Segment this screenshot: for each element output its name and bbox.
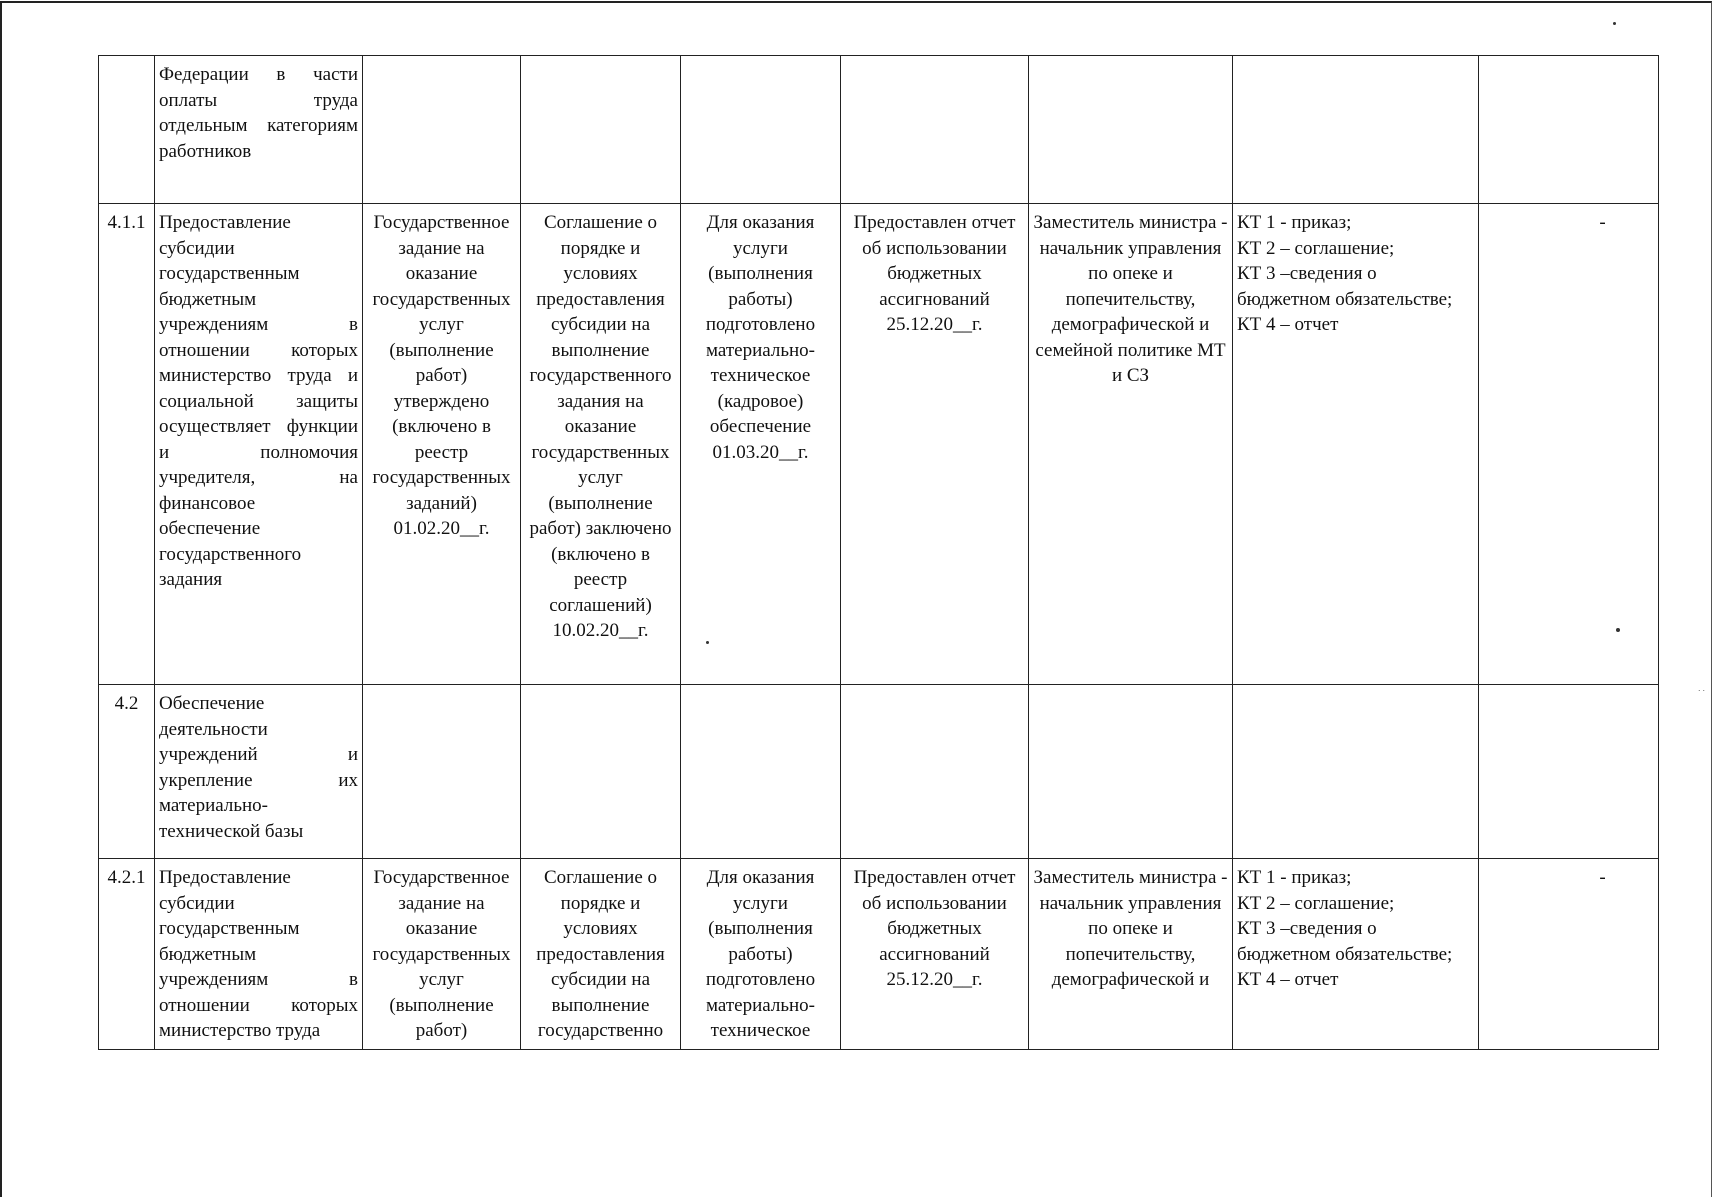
event-name: Предоставление субсидии государственным бюджетным учреждениям в отношении которых министерство труда и социальной защиты осуществляет функции и полномочия учредителя, на финансовое обеспечение государственного задания: [155, 204, 363, 685]
notes-cell: [1479, 859, 1659, 1050]
control-point-4: Предоставлен отчет об использовании бюджетных ассигнований 25.12.20__г.: [841, 204, 1029, 685]
responsible-person: [1029, 685, 1233, 859]
event-name: Федерации в части оплаты труда отдельным категориям работников: [155, 56, 363, 204]
table-row: [99, 859, 1659, 1050]
table-row: [99, 685, 1659, 859]
control-point-2: Соглашение о порядке и условиях предоставления субсидии на выполнение государственного задания на оказание государственных услуг (выполнение работ) заключено (включено в реестр соглашений) 10.02.20__г.: [521, 204, 681, 685]
control-point-2: [521, 685, 681, 859]
control-point-1: [363, 56, 521, 204]
notes-value: -: [1599, 212, 1606, 233]
control-point-1: Государственное задание на оказание государственных услуг (выполнение работ) утверждено (включено в реестр государственных заданий) 01.02.20__г.: [363, 204, 521, 685]
confirming-documents: [1233, 56, 1479, 204]
confirming-documents: [1233, 685, 1479, 859]
notes-cell: [1479, 56, 1659, 204]
scan-speck: [1613, 22, 1616, 25]
row-number: 4.2.1: [99, 859, 155, 1050]
table-row: [99, 56, 1659, 204]
control-point-2: Соглашение о порядке и условиях предоставления субсидии на выполнение государственно: [521, 859, 681, 1050]
row-number: [99, 56, 155, 204]
row-number: 4.1.1: [99, 204, 155, 685]
responsible-person: Заместитель министра - начальник управления по опеке и попечительству, демографической и: [1029, 859, 1233, 1050]
notes-cell: [1479, 685, 1659, 859]
confirming-documents: КТ 1 - приказ; КТ 2 – соглашение; КТ 3 –сведения о бюджетном обязательстве; КТ 4 – отчет: [1233, 204, 1479, 685]
notes-value: -: [1599, 867, 1606, 888]
control-point-1: Государственное задание на оказание государственных услуг (выполнение работ): [363, 859, 521, 1050]
responsible-person: [1029, 56, 1233, 204]
control-point-3: Для оказания услуги (выполнения работы) подготовлено материально-техническое (кадровое) обеспечение 01.03.20__г.: [681, 204, 841, 685]
control-point-3: [681, 685, 841, 859]
control-point-3: [681, 56, 841, 204]
event-name: Предоставление субсидии государственным бюджетным учреждениям в отношении которых министерство труда: [155, 859, 363, 1050]
scan-speck: [1616, 628, 1620, 632]
row-number: 4.2: [99, 685, 155, 859]
control-point-1: [363, 685, 521, 859]
scan-speck: [706, 641, 709, 644]
notes-cell: [1479, 204, 1659, 685]
scan-artifact: ˙˙: [1697, 690, 1706, 700]
table-row: [99, 204, 1659, 685]
control-point-2: [521, 56, 681, 204]
control-point-4: [841, 685, 1029, 859]
responsible-person: Заместитель министра - начальник управления по опеке и попечительству, демографической и семейной политике МТ и СЗ: [1029, 204, 1233, 685]
event-name: Обеспечение деятельности учреждений и укрепление их материально-технической базы: [155, 685, 363, 859]
control-point-3: Для оказания услуги (выполнения работы) подготовлено материально-техническое: [681, 859, 841, 1050]
confirming-documents: КТ 1 - приказ; КТ 2 – соглашение; КТ 3 –сведения о бюджетном обязательстве; КТ 4 – отчет: [1233, 859, 1479, 1050]
control-points-table: [98, 55, 1659, 1050]
control-point-4: Предоставлен отчет об использовании бюджетных ассигнований 25.12.20__г.: [841, 859, 1029, 1050]
control-point-4: [841, 56, 1029, 204]
